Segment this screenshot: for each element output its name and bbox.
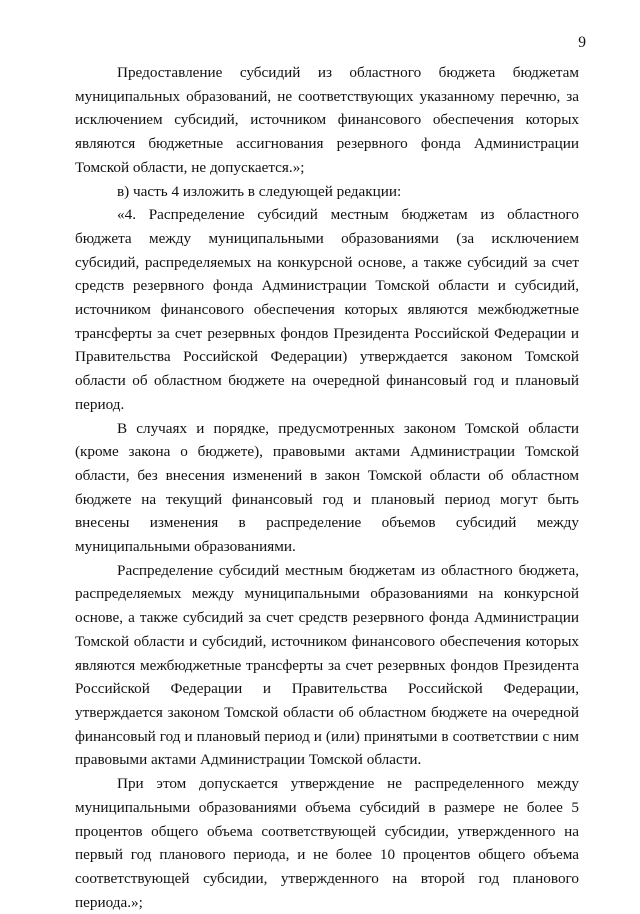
paragraph-amendment-intro: в) часть 4 изложить в следующей редакции:: [117, 182, 402, 200]
page-number: 9: [578, 34, 586, 51]
paragraph-undistributed-volume: При этом допускается утверждение не распределенного между муниципальными образованиями объема субсидий в размере не более 5 процентов общего объема соответствующей субсидии, утвержденного на первый год планового периода, и не более 10 процентов общего объема соответствующей субсидии, утвержденного на второй год планового периода.»;: [75, 775, 579, 911]
paragraph-competitive-distribution: Распределение субсидий местным бюджетам из областного бюджета, распределяемых между муниципальными образованиями на конкурсной основе, а также субсидий за счет средств резервного фонда Администрации Томской области и субсидий, источником финансового обеспечения которых являются межбюджетные трансферты за счет резервных фондов Президента Российской Федерации и Правительства Российской Федерации, утверждается законом Томской области об областном бюджете на очередной финансовый год и плановый период и (или) принятыми в соответствии с ним правовыми актами Администрации Томской области.: [75, 561, 579, 769]
paragraph-part-4: «4. Распределение субсидий местным бюджетам из областного бюджета между муниципальными образованиями (за исключением субсидий, распределяемых на конкурсной основе, а также субсидий за счет средств резервного фонда Администрации Томской области и субсидий, источником финансового обеспечения которых являются межбюджетные трансферты за счет резервных фондов Президента Российской Федерации и Правительства Российской Федерации) утверждается законом Томской области об областном бюджете на очередной финансовый год и плановый период.: [75, 206, 579, 413]
paragraph-subsidy-restriction: Предоставление субсидий из областного бюджета бюджетам муниципальных образований, не соответствующих указанному перечню, за исключением субсидий, источником финансового обеспечения которых являются бюджетные ассигнования резервного фонда Администрации Томской области, не допускается.»;: [75, 64, 579, 176]
paragraph-changes-without-law: В случаях и порядке, предусмотренных законом Томской области (кроме закона о бюджете), правовыми актами Администрации Томской области, без внесения изменений в закон Томской области об областном бюджете на текущий финансовый год и плановый период могут быть внесены изменения в распределение объемов субсидий между муниципальными образованиями.: [75, 419, 579, 556]
document-body: [75, 61, 579, 914]
